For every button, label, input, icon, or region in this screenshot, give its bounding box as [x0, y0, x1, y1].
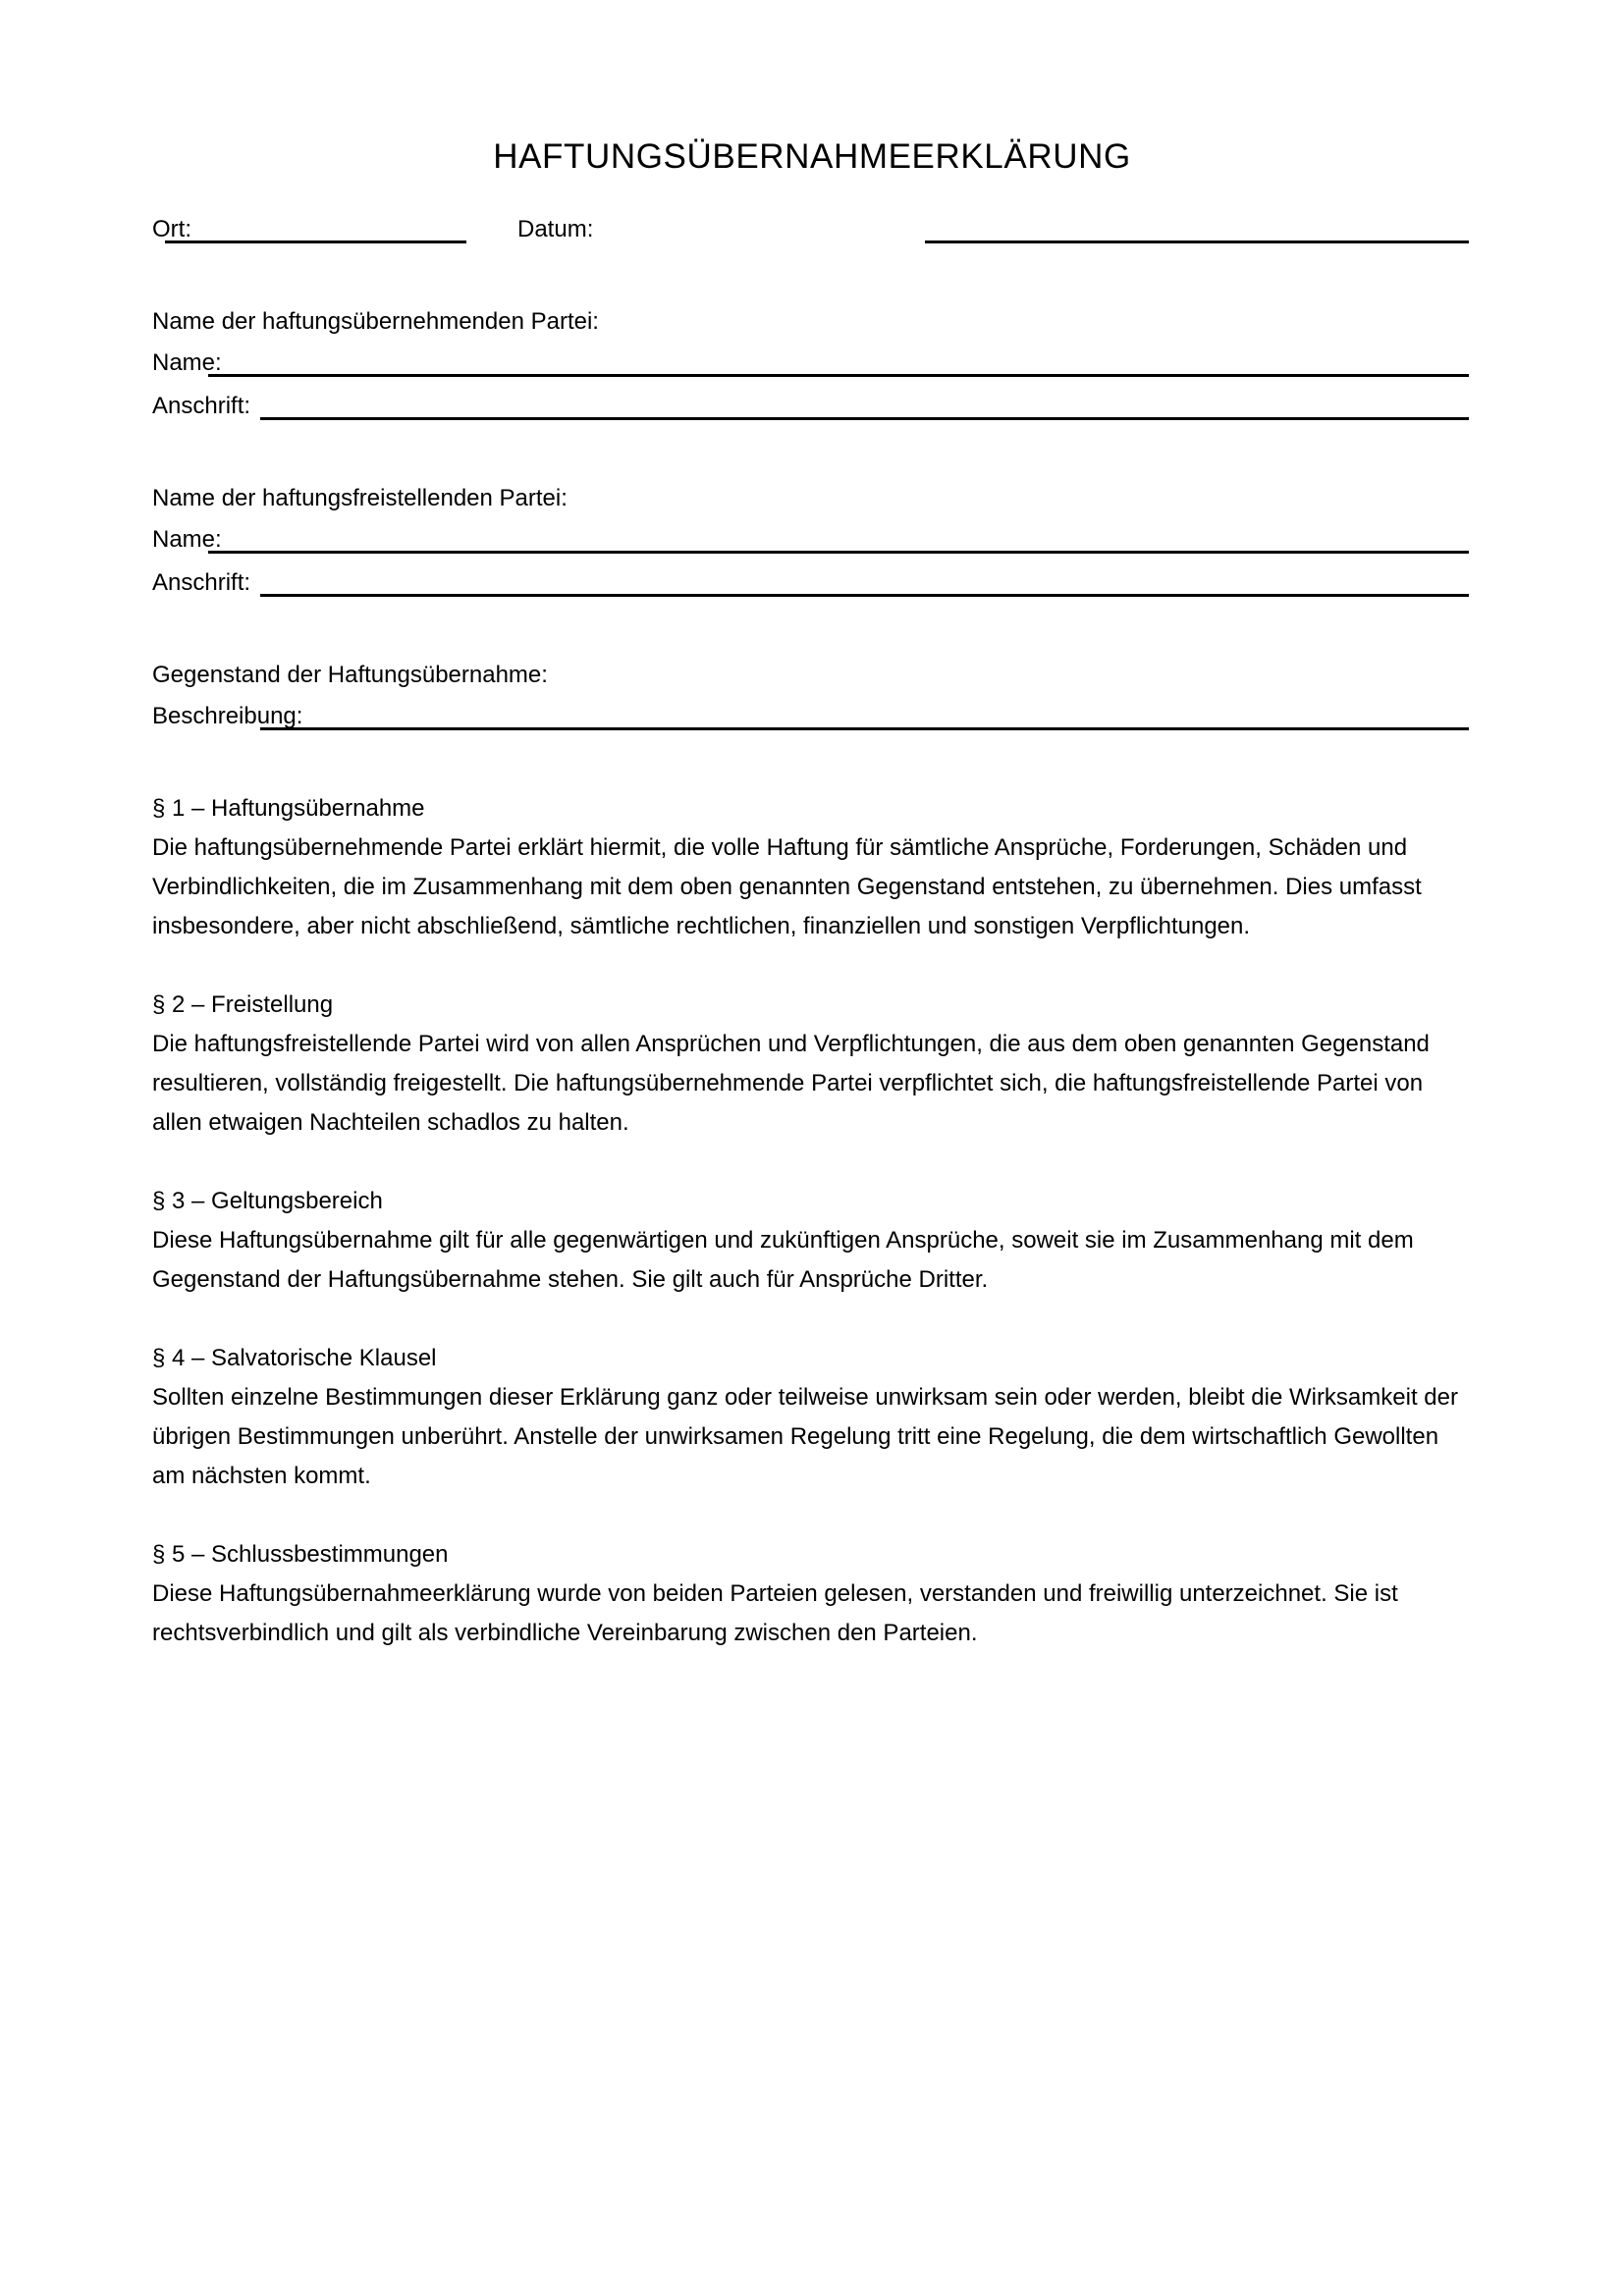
spacer	[152, 946, 1469, 986]
subject-description-label: Beschreibung:	[152, 703, 303, 729]
datum-input-rule[interactable]	[925, 240, 1469, 243]
subject-description-rule[interactable]	[260, 727, 1469, 730]
clause-5	[152, 1535, 1469, 1653]
row-party-liable-address	[152, 385, 1469, 428]
subject-heading: Gegenstand der Haftungsübernahme:	[152, 662, 548, 688]
clause-3-body: Diese Haftungsübernahme gilt für alle gegenwärtigen und zukünftigen Ansprüche, soweit sie im Zusammenhang mit dem Gegenstand der Haftungsübernahme stehen. Sie gilt auch für Ansprüche Dritter.	[152, 1227, 1414, 1293]
row-party-liable-name	[152, 342, 1469, 385]
clause-5-heading: § 5 – Schlussbestimmungen	[152, 1541, 449, 1568]
spacer	[152, 428, 1469, 479]
spacer	[152, 1300, 1469, 1339]
ort-label: Ort:	[152, 216, 191, 242]
spacer	[152, 738, 1469, 789]
clause-5-body: Diese Haftungsübernahmeerklärung wurde von beiden Parteien gelesen, verstanden und freiwillig unterzeichnet. Sie ist rechtsverbindlich und gilt als verbindliche Vereinbarung zwischen den Parteien.	[152, 1580, 1398, 1646]
party-indemnified-name-label: Name:	[152, 526, 222, 553]
party-liable-address-rule[interactable]	[260, 417, 1469, 420]
datum-label: Datum:	[517, 216, 594, 242]
spacer	[152, 1143, 1469, 1182]
clause-1	[152, 789, 1469, 946]
party-indemnified-heading: Name der haftungsfreistellenden Partei:	[152, 485, 568, 511]
party-liable-name-rule[interactable]	[208, 374, 1469, 377]
row-party-indemnified-address	[152, 561, 1469, 605]
clause-4-heading: § 4 – Salvatorische Klausel	[152, 1345, 437, 1371]
row-ort-datum	[152, 208, 1469, 251]
clause-2-body: Die haftungsfreistellende Partei wird von allen Ansprüchen und Verpflichtungen, die aus dem oben genannten Gegenstand resultieren, vollständig freigestellt. Die haftungsübernehmende Partei verpflichtet sich, die haftungsfreistellende Partei von allen etwaigen Nachteilen schadlos zu halten.	[152, 1031, 1430, 1136]
clause-2	[152, 986, 1469, 1143]
party-indemnified-address-label: Anschrift:	[152, 569, 251, 596]
party-liable-heading: Name der haftungsübernehmenden Partei:	[152, 308, 599, 335]
clause-list	[152, 789, 1469, 1653]
party-liable-address-label: Anschrift:	[152, 393, 251, 419]
clause-2-heading: § 2 – Freistellung	[152, 991, 334, 1018]
party-liable-name-label: Name:	[152, 349, 222, 376]
clause-3-heading: § 3 – Geltungsbereich	[152, 1188, 383, 1214]
party-indemnified-address-rule[interactable]	[260, 594, 1469, 597]
party-indemnified-name-rule[interactable]	[208, 551, 1469, 554]
clause-3	[152, 1182, 1469, 1300]
clause-4-body: Sollten einzelne Bestimmungen dieser Erklärung ganz oder teilweise unwirksam sein oder werden, bleibt die Wirksamkeit der übrigen Bestimmungen unberührt. Anstelle der unwirksamen Regelung tritt eine Regelung, die dem wirtschaftlich Gewollten am nächsten kommt.	[152, 1384, 1458, 1489]
page-title: HAFTUNGSÜBERNAHMEERKLÄRUNG	[493, 137, 1131, 177]
spacer	[152, 1496, 1469, 1535]
clause-1-body: Die haftungsübernehmende Partei erklärt hiermit, die volle Haftung für sämtliche Ansprüche, Forderungen, Schäden und Verbindlichkeiten, die im Zusammenhang mit dem oben genannten Gegenstand entstehen, zu übernehmen. Dies umfasst insbesondere, aber nicht abschließend, sämtliche rechtlichen, finanziellen und sonstigen Verpflichtungen.	[152, 834, 1422, 939]
spacer	[152, 605, 1469, 656]
row-party-indemnified-name	[152, 518, 1469, 561]
row-subject-description	[152, 695, 1469, 738]
ort-input-rule[interactable]	[165, 240, 466, 243]
clause-1-heading: § 1 – Haftungsübernahme	[152, 795, 425, 822]
form-section	[152, 208, 1469, 1653]
spacer	[152, 251, 1469, 302]
clause-4	[152, 1339, 1469, 1496]
